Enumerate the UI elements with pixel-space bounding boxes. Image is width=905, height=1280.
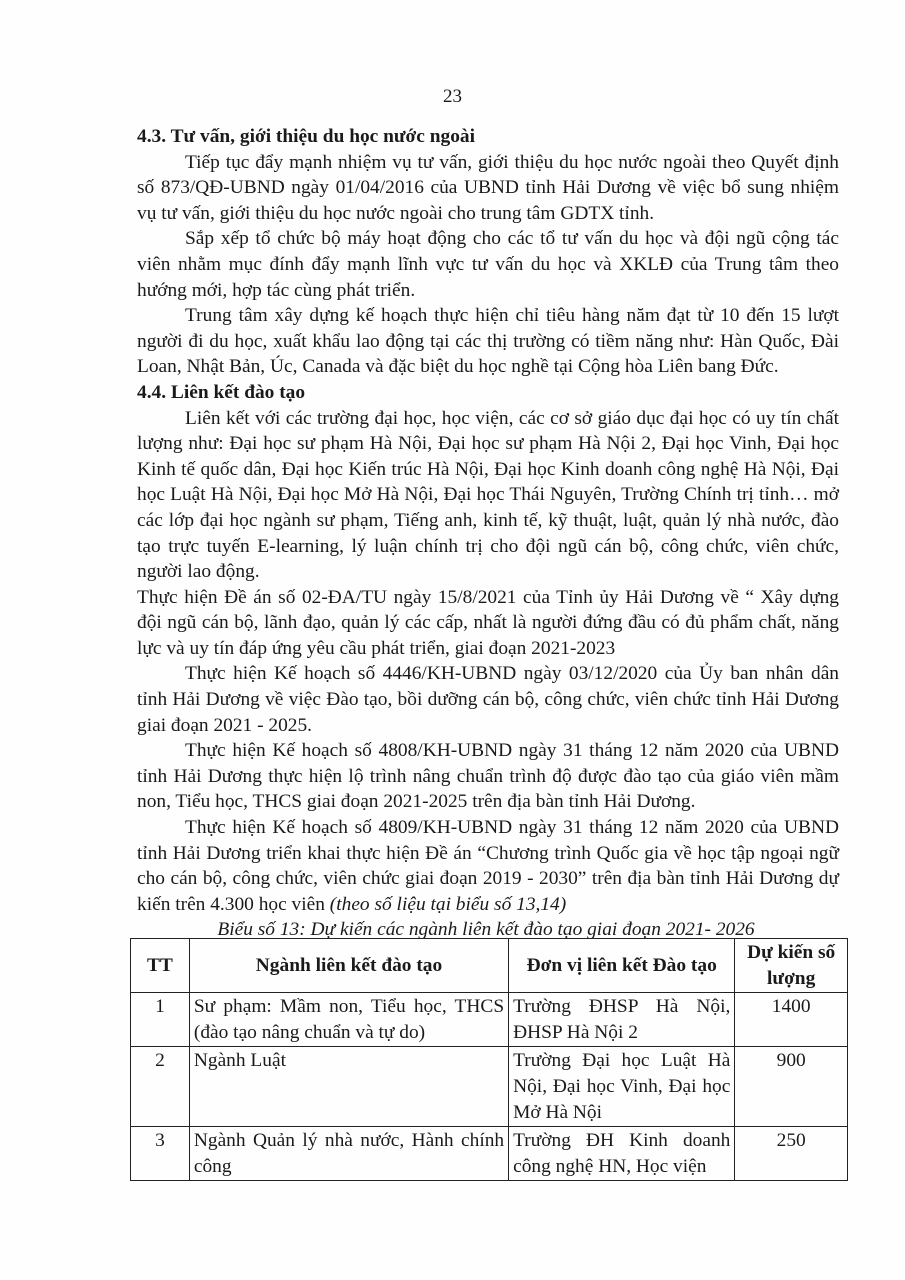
paragraph: Tiếp tục đẩy mạnh nhiệm vụ tư vấn, giới thiệu du học nước ngoài theo Quyết định số 873/QĐ-UBND ngày 01/04/2016 của UBND tỉnh Hải Dương về việc bổ sung nhiệm vụ tư vấn, giới thiệu du học nước ngoài cho trung tâm GDTX tỉnh.	[137, 151, 839, 224]
cell-donvi: Trường ĐH Kinh doanh công nghệ HN, Học viện	[509, 1127, 735, 1181]
cell-donvi: Trường Đại học Luật Hà Nội, Đại học Vinh, Đại học Mở Hà Nội	[509, 1047, 735, 1127]
training-table	[130, 938, 848, 1181]
table-header-row	[131, 939, 848, 993]
cell-donvi: Trường ĐHSP Hà Nội, ĐHSP Hà Nội 2	[509, 993, 735, 1047]
cell-nganh: Ngành Luật	[189, 1047, 508, 1127]
header-soluong: Dự kiến số lượng	[735, 939, 848, 993]
document-body	[137, 124, 839, 943]
paragraph: Sắp xếp tổ chức bộ máy hoạt động cho các tổ tư vấn du học và đội ngũ cộng tác viên nhằm mục đính đẩy mạnh lĩnh vực tư vấn du học và XKLĐ của Trung tâm theo hướng mới, hợp tác cùng phát triển.	[137, 228, 839, 301]
cell-soluong: 1400	[735, 993, 848, 1047]
paragraph	[137, 815, 839, 917]
table-row	[131, 1047, 848, 1127]
paragraph: Thực hiện Đề án số 02-ĐA/TU ngày 15/8/2021 của Tỉnh ủy Hải Dương về “ Xây dựng đội ngũ cán bộ, lãnh đạo, quản lý các cấp, nhất là người đứng đầu có đủ phẩm chất, năng lực và uy tín đáp ứng yêu cầu phát triển, giai đoạn 2021-2023	[137, 586, 839, 659]
paragraph-text: Thực hiện Kế hoạch số 4809/KH-UBND ngày 31 tháng 12 năm 2020 của UBND tỉnh Hải Dương triển khai thực hiện Đề án “Chương trình Quốc gia về học tập ngoại ngữ cho cán bộ, công chức, viên chức giai đoạn 2019 - 2030” trên địa bàn tỉnh Hải Dương dự kiến trên 4.300 học viên	[137, 817, 839, 915]
table-caption: Biểu số 13: Dự kiến các ngành liên kết đào tạo giai đoạn 2021- 2026	[217, 919, 755, 941]
cell-soluong: 900	[735, 1047, 848, 1127]
cell-soluong: 250	[735, 1127, 848, 1181]
table-row	[131, 1127, 848, 1181]
paragraph: Liên kết với các trường đại học, học viện, các cơ sở giáo dục đại học có uy tín chất lượng như: Đại học sư phạm Hà Nội, Đại học sư phạm Hà Nội 2, Đại học Vinh, Đại học Kinh tế quốc dân, Đại học Kiến trúc Hà Nội, Đại học Kinh doanh công nghệ Hà Nội, Đại học Luật Hà Nội, Đại học Mở Hà Nội, Đại học Thái Nguyên, Trường Chính trị tỉnh… mở các lớp đại học ngành sư phạm, Tiếng anh, kinh tế, kỹ thuật, luật, quản lý nhà nước, đào tạo trực tuyến E-learning, lý luận chính trị cho đội ngũ cán bộ, công chức, viên chức, người lao động.	[137, 407, 839, 583]
header-nganh: Ngành liên kết đào tạo	[189, 939, 508, 993]
cell-tt: 2	[131, 1047, 190, 1127]
cell-tt: 1	[131, 993, 190, 1047]
paragraph-note: (theo số liệu tại biểu số 13,14)	[329, 893, 567, 915]
section-4-4-heading: 4.4. Liên kết đào tạo	[137, 381, 306, 403]
cell-tt: 3	[131, 1127, 190, 1181]
section-4-3-heading: 4.3. Tư vấn, giới thiệu du học nước ngoài	[137, 126, 476, 147]
cell-nganh: Sư phạm: Mầm non, Tiểu học, THCS (đào tạo nâng chuẩn và tự do)	[189, 993, 508, 1047]
paragraph: Thực hiện Kế hoạch số 4808/KH-UBND ngày 31 tháng 12 năm 2020 của UBND tỉnh Hải Dương thực hiện lộ trình nâng chuẩn trình độ được đào tạo của giáo viên mầm non, Tiểu học, THCS giai đoạn 2021-2025 trên địa bàn tỉnh Hải Dương.	[137, 740, 839, 813]
header-tt: TT	[131, 939, 190, 993]
header-donvi: Đơn vị liên kết Đào tạo	[509, 939, 735, 993]
paragraph: Trung tâm xây dựng kế hoạch thực hiện chỉ tiêu hàng năm đạt từ 10 đến 15 lượt người đi du học, xuất khẩu lao động tại các thị trường có tiềm năng như: Hàn Quốc, Đài Loan, Nhật Bản, Úc, Canada và đặc biệt du học nghề tại Cộng hòa Liên bang Đức.	[137, 305, 839, 378]
cell-nganh: Ngành Quản lý nhà nước, Hành chính công	[189, 1127, 508, 1181]
page-number: 23	[443, 86, 462, 107]
table-row	[131, 993, 848, 1047]
paragraph: Thực hiện Kế hoạch số 4446/KH-UBND ngày 03/12/2020 của Ủy ban nhân dân tỉnh Hải Dương về việc Đào tạo, bồi dưỡng cán bộ, công chức, viên chức tỉnh Hải Dương giai đoạn 2021 - 2025.	[137, 663, 839, 736]
